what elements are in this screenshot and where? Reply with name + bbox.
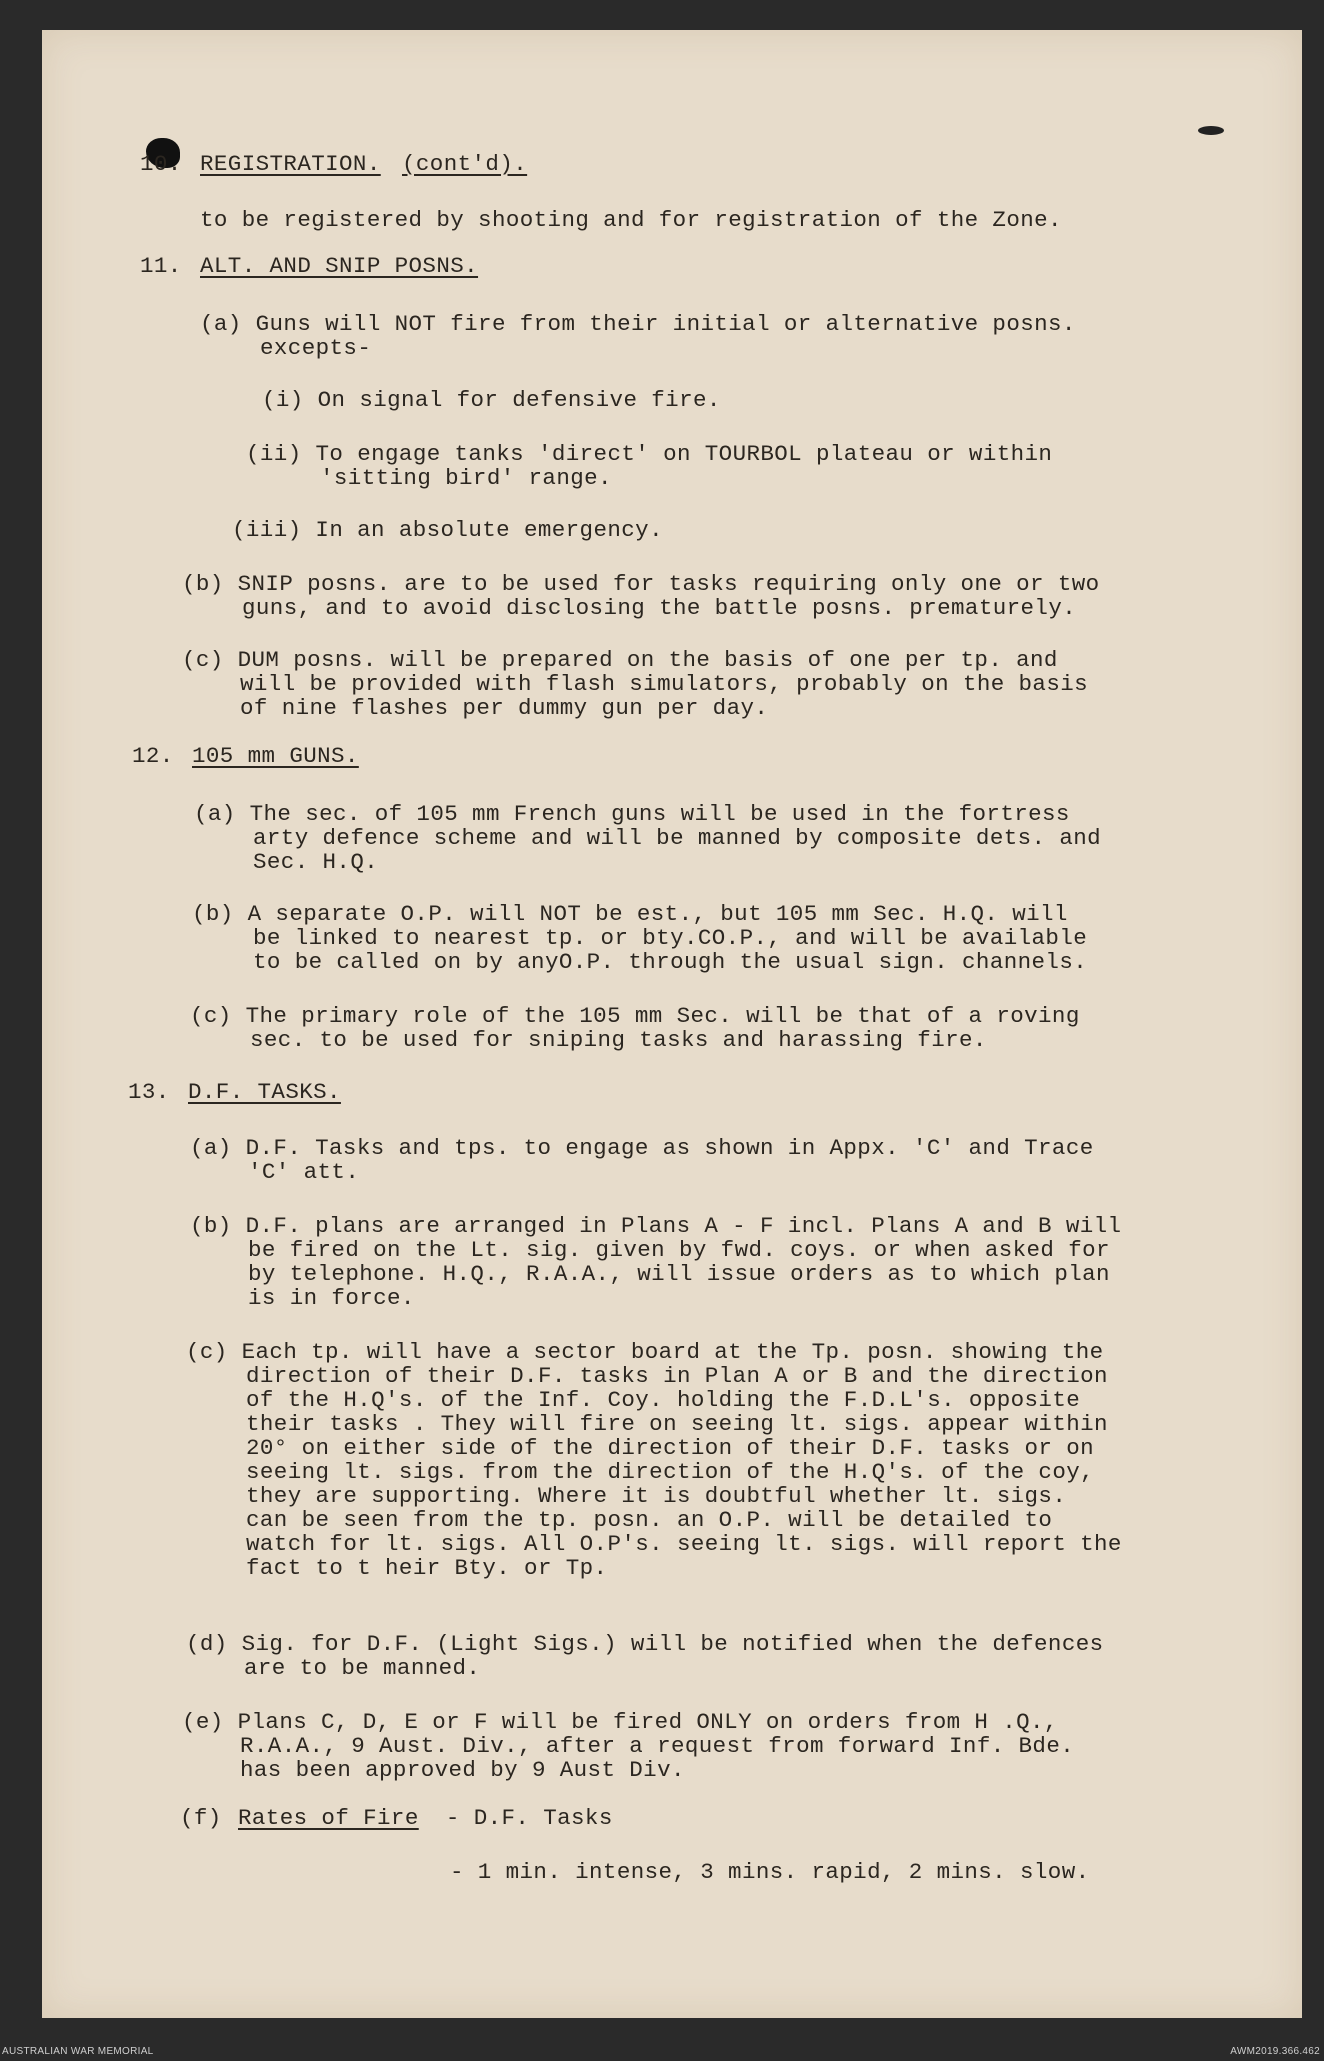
section-12-a-line3: Sec. H.Q. (253, 849, 379, 875)
section-13-f-rest: - D.F. Tasks (432, 1805, 613, 1831)
section-13-c-line8: can be seen from the tp. posn. an O.P. will be detailed to (246, 1507, 1053, 1533)
section-13-f-prefix: (f) (180, 1805, 222, 1831)
section-11-a-iii: (iii) In an absolute emergency. (232, 517, 663, 543)
footer-credit: AUSTRALIAN WAR MEMORIAL (2, 2046, 154, 2057)
section-12-c-line2: sec. to be used for sniping tasks and harassing fire. (250, 1027, 987, 1053)
section-11-b-line2: guns, and to avoid disclosing the battle posns. prematurely. (242, 595, 1077, 621)
section-10-number: 10. (140, 151, 182, 177)
section-10-text: to be registered by shooting and for registration of the Zone. (200, 207, 1062, 233)
section-13-e-line3: has been approved by 9 Aust Div. (240, 1757, 685, 1783)
section-13-c-line5: 20° on either side of the direction of their D.F. tasks or on (246, 1435, 1095, 1461)
section-13-c-line10: fact to t heir Bty. or Tp. (246, 1555, 608, 1581)
section-10-heading: REGISTRATION. (200, 151, 381, 177)
section-13-c-line9: watch for lt. sigs. All O.P's. seeing lt. sigs. will report the (246, 1531, 1122, 1557)
section-13-heading: D.F. TASKS. (188, 1079, 341, 1105)
section-13-c-line4: their tasks . They will fire on seeing lt. sigs. appear within (246, 1411, 1108, 1437)
section-11-a-i: (i) On signal for defensive fire. (262, 387, 721, 413)
section-11-c-line1: (c) DUM posns. will be prepared on the basis of one per tp. and (182, 647, 1058, 673)
section-13-c-line7: they are supporting. Where it is doubtful whether lt. sigs. (246, 1483, 1067, 1509)
section-13-d-line2: are to be manned. (244, 1655, 481, 1681)
section-11-heading: ALT. AND SNIP POSNS. (200, 253, 479, 279)
section-11-a-ii-line2: 'sitting bird' range. (320, 465, 612, 491)
section-12-b-line1: (b) A separate O.P. will NOT be est., but 105 mm Sec. H.Q. will (192, 901, 1068, 927)
section-13-c-line3: of the H.Q's. of the Inf. Coy. holding the F.D.L's. opposite (246, 1387, 1081, 1413)
section-13-c-line6: seeing lt. sigs. from the direction of the H.Q's. of the coy, (246, 1459, 1095, 1485)
section-13-d-line1: (d) Sig. for D.F. (Light Sigs.) will be notified when the defences (186, 1631, 1104, 1657)
section-11-number: 11. (140, 253, 182, 279)
section-12-a-line2: arty defence scheme and will be manned by composite dets. and (253, 825, 1102, 851)
section-12-number: 12. (132, 743, 174, 769)
section-13-a-line1: (a) D.F. Tasks and tps. to engage as shown in Appx. 'C' and Trace (190, 1135, 1094, 1161)
section-13-c-line1: (c) Each tp. will have a sector board at the Tp. posn. showing the (186, 1339, 1104, 1365)
footer-accession-number: AWM2019.366.462 (1230, 2046, 1320, 2057)
section-12-b-line3: to be called on by anyO.P. through the usual sign. channels. (253, 949, 1088, 975)
section-13-c-line2: direction of their D.F. tasks in Plan A or B and the direction (246, 1363, 1108, 1389)
section-13-b-line4: is in force. (248, 1285, 415, 1311)
section-12-c-line1: (c) The primary role of the 105 mm Sec. will be that of a roving (190, 1003, 1080, 1029)
section-11-a-line2: excepts- (260, 335, 372, 361)
section-13-b-line1: (b) D.F. plans are arranged in Plans A - F incl. Plans A and B will (190, 1213, 1122, 1239)
section-13-e-line2: R.A.A., 9 Aust. Div., after a request from forward Inf. Bde. (240, 1733, 1075, 1759)
section-13-number: 13. (128, 1079, 170, 1105)
section-11-c-line3: of nine flashes per dummy gun per day. (240, 695, 769, 721)
section-13-f-title: Rates of Fire (238, 1805, 419, 1831)
section-12-b-line2: be linked to nearest tp. or bty.CO.P., and will be available (253, 925, 1088, 951)
section-11-a-ii-line1: (ii) To engage tanks 'direct' on TOURBOL plateau or within (246, 441, 1053, 467)
section-12-heading: 105 mm GUNS. (192, 743, 359, 769)
section-13-f-rates: - 1 min. intense, 3 mins. rapid, 2 mins. slow. (450, 1859, 1090, 1885)
section-13-a-line2: 'C' att. (248, 1159, 360, 1185)
section-10-cont: (cont'd). (402, 151, 528, 177)
ink-mark (1198, 126, 1224, 135)
section-13-b-line2: be fired on the Lt. sig. given by fwd. coys. or when asked for (248, 1237, 1110, 1263)
section-11-b-line1: (b) SNIP posns. are to be used for tasks requiring only one or two (182, 571, 1100, 597)
section-11-a-line1: (a) Guns will NOT fire from their initial or alternative posns. (200, 311, 1076, 337)
section-13-b-line3: by telephone. H.Q., R.A.A., will issue orders as to which plan (248, 1261, 1110, 1287)
section-11-c-line2: will be provided with flash simulators, probably on the basis (240, 671, 1089, 697)
section-12-a-line1: (a) The sec. of 105 mm French guns will be used in the fortress (194, 801, 1070, 827)
section-13-e-line1: (e) Plans C, D, E or F will be fired ONLY on orders from H .Q., (182, 1709, 1058, 1735)
